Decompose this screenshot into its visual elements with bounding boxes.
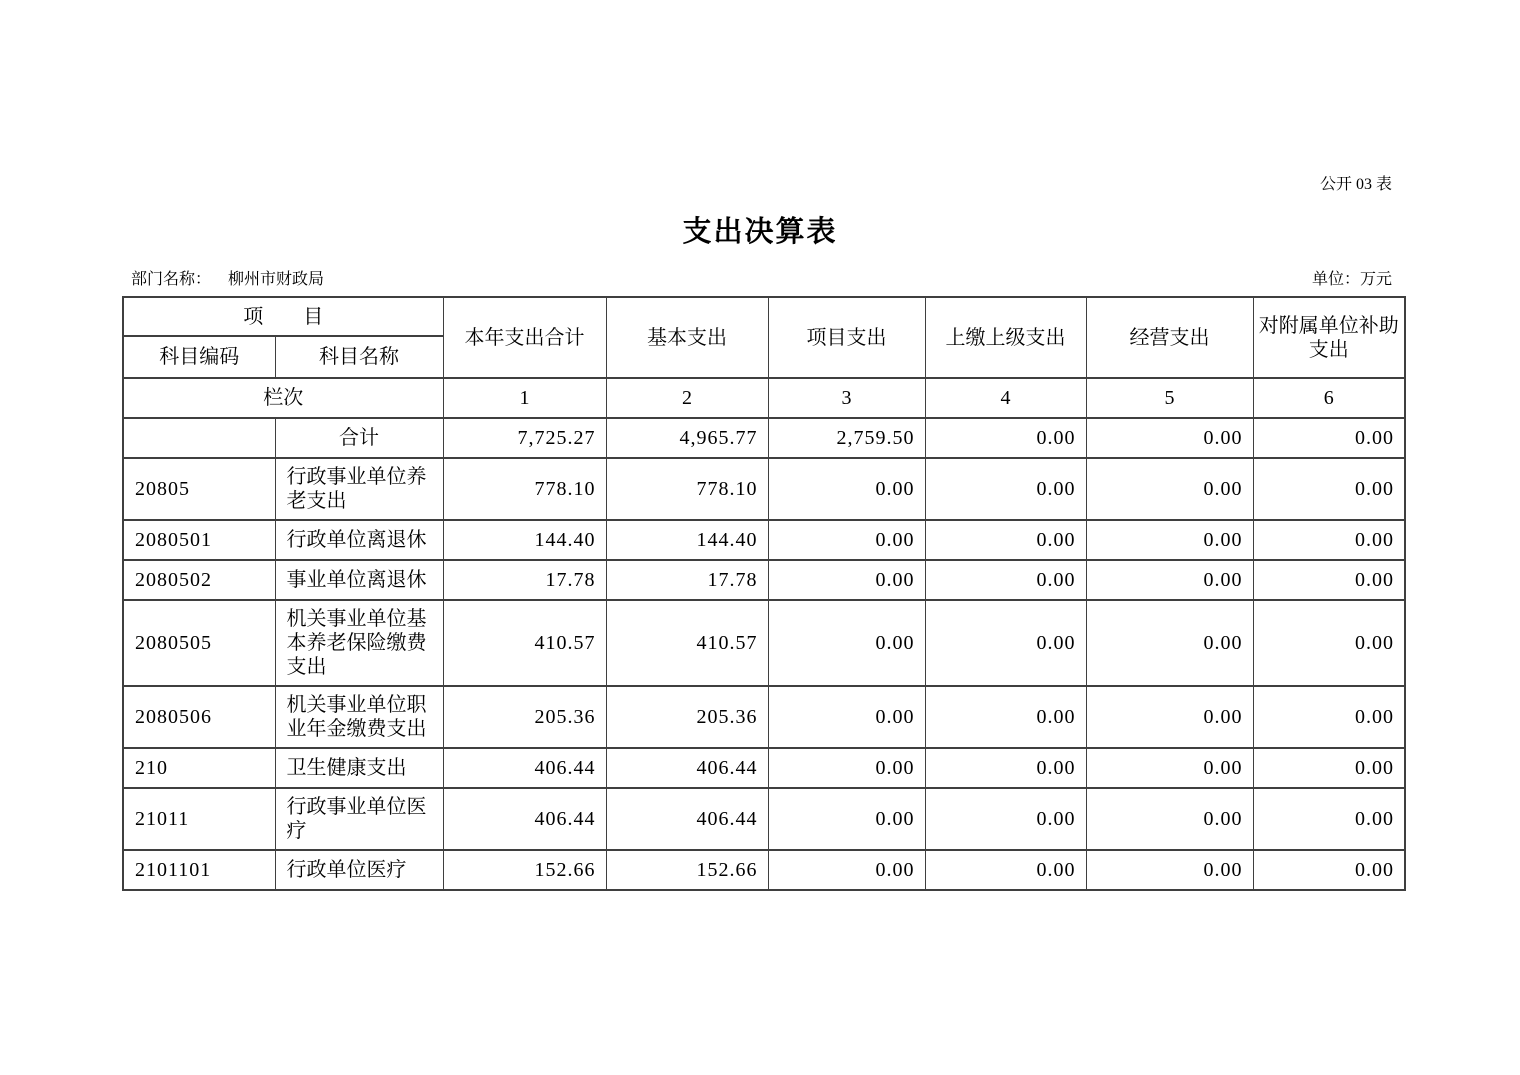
header-subject-name: 科目名称 (275, 336, 443, 378)
department-value: 柳州市财政局 (228, 271, 325, 288)
value-cell: 0.00 (768, 458, 925, 520)
value-cell: 0.00 (925, 600, 1086, 686)
value-cell: 0.00 (1253, 560, 1405, 600)
value-cell: 0.00 (1086, 520, 1253, 560)
value-cell: 2,759.50 (768, 418, 925, 458)
value-cell: 0.00 (1253, 520, 1405, 560)
header-row-indexes (123, 378, 1405, 418)
subject-name-cell: 事业单位离退休 (275, 560, 443, 600)
subject-code-cell: 210 (123, 748, 275, 788)
expenditure-table (122, 296, 1406, 891)
value-cell: 0.00 (768, 520, 925, 560)
header-col-operating: 经营支出 (1086, 297, 1253, 378)
value-cell: 0.00 (768, 600, 925, 686)
table-row (123, 850, 1405, 890)
header-col-project: 项目支出 (768, 297, 925, 378)
meta-row (131, 266, 1392, 289)
value-cell: 0.00 (1253, 788, 1405, 850)
value-cell: 0.00 (1086, 600, 1253, 686)
subject-code-cell: 2080501 (123, 520, 275, 560)
value-cell: 0.00 (1086, 458, 1253, 520)
value-cell: 0.00 (1253, 418, 1405, 458)
value-cell: 7,725.27 (443, 418, 606, 458)
table-row (123, 600, 1405, 686)
table-row (123, 686, 1405, 748)
value-cell: 0.00 (925, 850, 1086, 890)
header-subject-code: 科目编码 (123, 336, 275, 378)
value-cell: 0.00 (1086, 788, 1253, 850)
department-label: 部门名称： (131, 271, 212, 288)
subject-code-cell: 2080502 (123, 560, 275, 600)
value-cell: 410.57 (443, 600, 606, 686)
value-cell: 4,965.77 (606, 418, 768, 458)
value-cell: 17.78 (606, 560, 768, 600)
value-cell: 0.00 (1086, 850, 1253, 890)
subject-code-cell (123, 418, 275, 458)
header-col-basic: 基本支出 (606, 297, 768, 378)
table-row (123, 748, 1405, 788)
value-cell: 144.40 (443, 520, 606, 560)
table-row (123, 418, 1405, 458)
value-cell: 406.44 (443, 788, 606, 850)
header-col-total: 本年支出合计 (443, 297, 606, 378)
table-row (123, 520, 1405, 560)
subject-code-cell: 2080505 (123, 600, 275, 686)
unit-label: 单位： (1311, 271, 1360, 288)
value-cell: 0.00 (925, 788, 1086, 850)
value-cell: 778.10 (606, 458, 768, 520)
value-cell: 152.66 (606, 850, 768, 890)
value-cell: 144.40 (606, 520, 768, 560)
value-cell: 0.00 (768, 788, 925, 850)
value-cell: 0.00 (1253, 686, 1405, 748)
value-cell: 406.44 (606, 788, 768, 850)
value-cell: 17.78 (443, 560, 606, 600)
value-cell: 0.00 (1253, 600, 1405, 686)
value-cell: 0.00 (768, 560, 925, 600)
unit-value: 万元 (1359, 271, 1392, 288)
value-cell: 0.00 (925, 686, 1086, 748)
column-index: 4 (925, 378, 1086, 418)
value-cell: 205.36 (443, 686, 606, 748)
subject-code-cell: 2101101 (123, 850, 275, 890)
table-row (123, 560, 1405, 600)
subject-name-cell: 行政事业单位养老支出 (275, 458, 443, 520)
value-cell: 0.00 (925, 458, 1086, 520)
subject-name-cell: 行政单位医疗 (275, 850, 443, 890)
subject-code-cell: 20805 (123, 458, 275, 520)
value-cell: 406.44 (606, 748, 768, 788)
column-index: 1 (443, 378, 606, 418)
value-cell: 0.00 (925, 418, 1086, 458)
value-cell: 406.44 (443, 748, 606, 788)
value-cell: 0.00 (925, 560, 1086, 600)
value-cell: 410.57 (606, 600, 768, 686)
header-item-group: 项 目 (123, 297, 443, 336)
table-body (123, 418, 1405, 890)
form-number-label: 公开 03 表 (1319, 176, 1392, 193)
header-col-upper: 上缴上级支出 (925, 297, 1086, 378)
value-cell: 0.00 (768, 748, 925, 788)
column-index: 5 (1086, 378, 1253, 418)
column-index-label: 栏次 (123, 378, 443, 418)
subject-code-cell: 2080506 (123, 686, 275, 748)
unit-line (1312, 266, 1392, 289)
column-index: 2 (606, 378, 768, 418)
value-cell: 152.66 (443, 850, 606, 890)
table-header (123, 297, 1405, 418)
subject-name-cell: 机关事业单位基本养老保险缴费支出 (275, 600, 443, 686)
value-cell: 205.36 (606, 686, 768, 748)
value-cell: 0.00 (925, 748, 1086, 788)
value-cell: 0.00 (1086, 560, 1253, 600)
value-cell: 778.10 (443, 458, 606, 520)
value-cell: 0.00 (1253, 748, 1405, 788)
value-cell: 0.00 (1253, 458, 1405, 520)
department-line (131, 266, 324, 289)
value-cell: 0.00 (1086, 418, 1253, 458)
header-col-subsidy: 对附属单位补助支出 (1253, 297, 1405, 378)
value-cell: 0.00 (768, 686, 925, 748)
subject-name-cell: 行政单位离退休 (275, 520, 443, 560)
table-row (123, 458, 1405, 520)
header-row-item-group (123, 297, 1405, 336)
table-row (123, 788, 1405, 850)
subject-code-cell: 21011 (123, 788, 275, 850)
value-cell: 0.00 (1253, 850, 1405, 890)
subject-name-cell: 卫生健康支出 (275, 748, 443, 788)
subject-name-cell: 合计 (275, 418, 443, 458)
column-index: 3 (768, 378, 925, 418)
value-cell: 0.00 (925, 520, 1086, 560)
value-cell: 0.00 (1086, 748, 1253, 788)
page-title: 支出决算表 (682, 216, 838, 248)
subject-name-cell: 行政事业单位医疗 (275, 788, 443, 850)
subject-name-cell: 机关事业单位职业年金缴费支出 (275, 686, 443, 748)
value-cell: 0.00 (768, 850, 925, 890)
value-cell: 0.00 (1086, 686, 1253, 748)
column-index: 6 (1253, 378, 1405, 418)
